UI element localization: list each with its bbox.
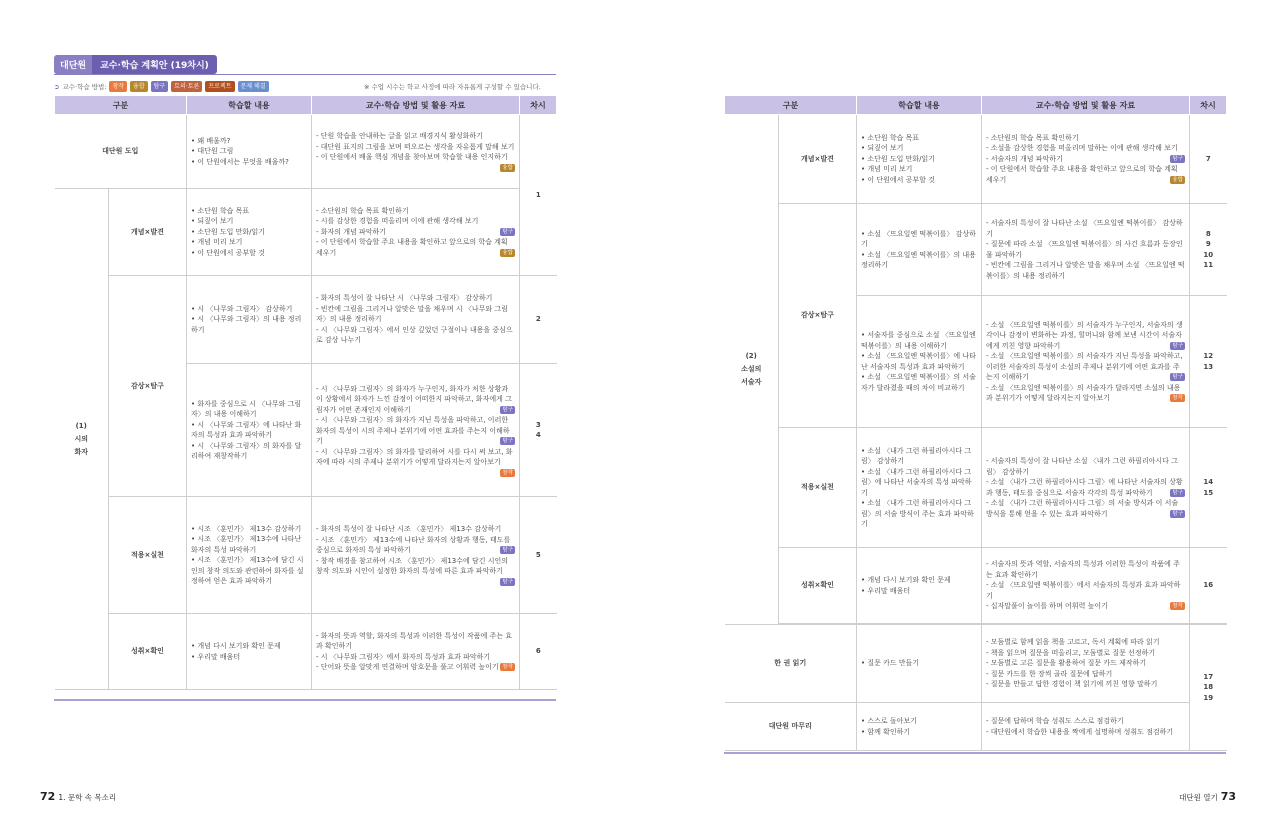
creation-tag: 창작 <box>1172 603 1183 610</box>
table-row <box>725 625 1227 703</box>
period-note: ※ 수업 시수는 학교 사정에 따라 자유롭게 구성할 수 있습니다. <box>364 83 541 91</box>
col-period: 차시 <box>520 96 557 115</box>
stage-items: • 소단원 학습 목표 • 되짚어 보기 • 소단원 도입 만화/읽기 • 개념 미리 보기 • 이 단원에서 공부할 것 <box>187 189 312 276</box>
stage-methods: - 시 〈나무와 그림자〉의 화자가 누구인지, 화자가 처한 상황과 이 상황에서 화자가 느낀 감정이 어떠한지 파악하고, 화자에게 그림자가 어떤 존재인지 이해하기 탐구 - 시 〈나무와 그림자〉의 화자가 지닌 특성을 파악하고, 이러한 화자의 특성이 시의 주제나 분위기에 어떤 효과를 주는지 이해하기 탐구 - 시 〈나무와 그림자〉의 화자를 달리하여 시를 다시 써 보고, 화자에 따라 시의 주제나 분위기가 어떻게 달라지는지 알아보기 창작 <box>312 364 520 497</box>
left-plan-table <box>54 95 557 690</box>
inquiry-tag: 탐구 <box>502 578 513 585</box>
stage-items: • 개념 다시 보기와 확인 문제 • 우리말 배움터 <box>857 548 982 624</box>
table-row <box>725 428 1227 548</box>
page-number-left: 72 <box>40 790 56 803</box>
col-content: 학습할 내용 <box>857 96 982 115</box>
table-row <box>55 189 557 276</box>
creation-tag: 창작 <box>502 469 513 476</box>
table-row <box>725 204 1227 296</box>
table-row <box>725 115 1227 204</box>
arrow-icon: ➲ <box>54 82 60 91</box>
stage-label: 개념×발견 <box>109 189 187 276</box>
intro-items: • 왜 배울까? • 대단원 그림 • 이 단원에서는 무엇을 배울까? <box>187 115 312 189</box>
table-row <box>55 497 557 614</box>
legend-tag-creation: 창작 <box>109 81 127 92</box>
period-cell: 7 <box>1190 115 1227 204</box>
stage-label: 개념×발견 <box>779 115 857 204</box>
table-bottom-rule <box>54 699 556 701</box>
legend-tag-problem: 문제 해결 <box>238 81 269 92</box>
stage-items: • 개념 다시 보기와 확인 문제 • 우리말 배움터 <box>187 614 312 690</box>
table-row <box>725 703 1227 751</box>
footer-left <box>40 790 116 803</box>
col-content: 학습할 내용 <box>187 96 312 115</box>
book-category: 한 권 읽기 <box>725 625 857 703</box>
stage-label: 성취×확인 <box>109 614 187 690</box>
stage-methods: - 서술자의 뜻과 역할, 서술자의 특성과 이러한 특성이 작품에 주는 효과 확인하기 - 소설 〈뜨요일엔 떡볶이를〉에서 서술자의 특성과 효과 파악하기 - 십자말풀이 놀이를 하며 어휘력 높이기 창작 <box>982 548 1190 624</box>
book-methods: - 모둠별로 함께 읽을 책을 고르고, 독서 계획에 따라 읽기 - 책을 읽으며 질문을 떠올리고, 모둠별로 질문 선정하기 - 모둠별로 고른 질문을 활용하여 질문 카드 제작하기 - 질문 카드를 한 장씩 골라 질문에 답하기 - 질문을 만들고 답한 경험이 책 읽기에 끼친 영향 말하기 <box>982 625 1190 703</box>
inquiry-tag: 탐구 <box>502 547 513 554</box>
inquiry-tag: 탐구 <box>1172 510 1183 517</box>
stage-label: 감상×탐구 <box>779 204 857 428</box>
wrap-methods: - 질문에 답하며 학습 성취도 스스로 점검하기 - 대단원에서 학습한 내용을 짝에게 설명하며 성취도 점검하기 <box>982 703 1190 751</box>
subunit-title: (1) 시의 화자 <box>55 189 109 690</box>
fusion-tag: 융합 <box>1172 176 1183 183</box>
stage-methods: - 화자의 특성이 잘 나타난 시조 〈훈민가〉 제13수 감상하기 - 시조 〈훈민가〉 제13수에 나타난 화자의 상황과 행동, 태도를 중심으로 화자의 특성 파악하기 탐구 - 창작 배경을 참고하여 시조 〈훈민가〉 제13수에 담긴 시인의 창작 의도와 시인이 설정한 화자의 특성에 따른 효과 파악하기 탐구 <box>312 497 520 614</box>
plan-header <box>54 54 217 74</box>
method-legend <box>54 81 269 92</box>
col-period: 차시 <box>1190 96 1227 115</box>
stage-label: 적용×실천 <box>779 428 857 548</box>
col-method: 교수·학습 방법 및 활용 자료 <box>982 96 1190 115</box>
inquiry-tag: 탐구 <box>502 406 513 413</box>
wrap-category: 대단원 마무리 <box>725 703 857 751</box>
inquiry-tag: 탐구 <box>1172 489 1183 496</box>
stage-items: • 시조 〈훈민가〉 제13수 감상하기 • 시조 〈훈민가〉 제13수에 나타난 화자의 특성 파악하기 • 시조 〈훈민가〉 제13수에 담긴 시인의 창작 의도와 관련하여 화자를 설정하여 얻은 효과 파악하기 <box>187 497 312 614</box>
table-header-row <box>725 96 1227 115</box>
inquiry-tag: 탐구 <box>1172 342 1183 349</box>
fusion-tag: 융합 <box>502 164 513 171</box>
period-cell: 17 18 19 <box>1190 625 1227 751</box>
right-plan-table <box>724 95 1227 751</box>
stage-methods: - 서술자의 특성이 잘 나타난 소설 〈내가 그런 하필리아시다 그림〉 감상하기 - 소설 〈내가 그런 하필리아시다 그림〉에 나타난 서술자의 상황과 행동, 태도를 중심으로 서술자 각각의 특성 파악하기 탐구 - 소설 〈내가 그런 하필리아시다 그림〉의 서술 방식과 이 서술 방식을 통해 얻을 수 있는 효과 파악하기 탐구 <box>982 428 1190 548</box>
table-row <box>55 115 557 189</box>
inquiry-tag: 탐구 <box>502 228 513 235</box>
legend-label: 교수·학습 방법: <box>62 83 107 91</box>
period-cell: 16 <box>1190 548 1227 624</box>
inquiry-tag: 탐구 <box>502 438 513 444</box>
intro-methods: - 단원 학습을 안내하는 글을 읽고 배경지식 활성화하기 - 대단원 표지의 그림을 보며 떠오르는 생각을 자유롭게 말해 보기 - 이 단원에서 배울 핵심 개념을 찾아보며 학습할 내용 인지하기 융합 <box>312 115 520 189</box>
book-items: • 질문 카드 만들기 <box>857 625 982 703</box>
table-bottom-rule <box>724 752 1226 754</box>
period-cell: 14 15 <box>1190 428 1227 548</box>
stage-methods: - 화자의 뜻과 역할, 화자의 특성과 이러한 특성이 작품에 주는 효과 확인하기 - 시 〈나무와 그림자〉에서 화자의 특성과 효과 파악하기 - 단어와 뜻을 알맞게 연결하며 암호문을 풀고 어휘력 높이기 창작 <box>312 614 520 690</box>
period-cell: 12 13 <box>1190 296 1227 428</box>
period-cell: 1 <box>520 115 557 276</box>
stage-items: • 소설 〈내가 그런 하필리아시다 그림〉 감상하기 • 소설 〈내가 그런 하필리아시다 그림〉에 나타난 서술자의 특성 파악하기 • 소설 〈내가 그런 하필리아시다 그림〉의 서술 방식이 주는 효과 파악하기 <box>857 428 982 548</box>
fusion-tag: 융합 <box>502 249 513 256</box>
period-cell: 6 <box>520 614 557 690</box>
legend-tag-discussion: 토의·토론 <box>171 81 202 92</box>
header-divider <box>54 74 556 75</box>
page-number-right: 73 <box>1220 790 1236 803</box>
legend-tag-inquiry: 탐구 <box>151 81 169 92</box>
col-method: 교수·학습 방법 및 활용 자료 <box>312 96 520 115</box>
footer-left-text: 1. 문학 속 목소리 <box>58 793 117 802</box>
stage-items: • 서술자를 중심으로 소설 〈뜨요일엔 떡볶이를〉의 내용 이해하기 • 소설 〈뜨요일엔 떡볶이를〉에 나타난 서술자의 특성과 효과 파악하기 • 소설 〈뜨요일엔 떡볶이를〉의 서술자가 달라졌을 때의 차이 비교하기 <box>857 296 982 428</box>
stage-label: 감상×탐구 <box>109 276 187 497</box>
creation-tag: 창작 <box>1172 395 1183 401</box>
period-cell: 3 4 <box>520 364 557 497</box>
table-row <box>55 614 557 690</box>
stage-methods: - 서술자의 특성이 잘 나타난 소설 〈뜨요일엔 떡볶이를〉 감상하기 - 질문에 따라 소설 〈뜨요일엔 떡볶이를〉의 사건 흐름과 등장인물 파악하기 - 빈칸에 그림을 그리거나 알맞은 말을 채우며 소설 〈뜨요일엔 떡볶이를〉의 내용 정리하기 <box>982 204 1190 296</box>
stage-items: • 화자를 중심으로 시 〈나무와 그림자〉의 내용 이해하기 • 시 〈나무와 그림자〉에 나타난 화자의 특성과 효과 파악하기 • 시 〈나무와 그림자〉의 화자를 달리하여 재창작하기 <box>187 364 312 497</box>
table-row <box>55 276 557 364</box>
stage-label: 적용×실천 <box>109 497 187 614</box>
inquiry-tag: 탐구 <box>1172 374 1183 380</box>
stage-methods: - 소단원의 학습 목표 확인하기 - 시를 감상한 경험을 떠올리며 이에 관해 생각해 보기 - 화자의 개념 파악하기 탐구 - 이 단원에서 학습할 주요 내용을 확인하고 앞으로의 학습 계획 세우기 융합 <box>312 189 520 276</box>
stage-methods: - 소단원의 학습 목표 확인하기 - 소설을 감상한 경험을 떠올리며 말하는 이에 관해 생각해 보기 - 서술자의 개념 파악하기 탐구 - 이 단원에서 학습할 주요 내용을 확인하고 앞으로의 학습 계획 세우기 융합 <box>982 115 1190 204</box>
period-cell: 8 9 10 11 <box>1190 204 1227 296</box>
stage-items: • 시 〈나무와 그림자〉 감상하기 • 시 〈나무와 그림자〉의 내용 정리하기 <box>187 276 312 364</box>
stage-methods: - 소설 〈뜨요일엔 떡볶이를〉의 서술자가 누구인지, 서술자의 생각이나 감정이 변화하는 과정, 힐머니와 함께 보낸 시간이 서술자에게 끼친 영향 파악하기 탐구 - 소설 〈뜨요일엔 떡볶이를〉의 서술자가 지닌 특성을 파악하고, 이러한 서술자의 특성이 소설의 주제나 분위기에 어떤 효과를 주는지 이해하기 탐구 - 소설 〈뜨요일엔 떡볶이를〉의 서술자가 달라지면 소설의 내용과 분위기가 어떻게 달라지는지 알아보기 창작 <box>982 296 1190 428</box>
period-cell: 2 <box>520 276 557 364</box>
unit-badge: 대단원 <box>54 55 92 74</box>
intro-category: 대단원 도입 <box>55 115 187 189</box>
plan-title: 교수·학습 계획안 (19차시) <box>92 55 217 74</box>
wrap-items: • 스스로 돌아보기 • 함께 확인하기 <box>857 703 982 751</box>
period-cell: 5 <box>520 497 557 614</box>
stage-methods: - 화자의 특성이 잘 나타난 시 〈나무와 그림자〉 감상하기 - 빈칸에 그림을 그리거나 알맞은 말을 채우며 시 〈나무와 그림자〉의 내용 정리하기 - 시 〈나무와 그림자〉에서 인상 깊었던 구절이나 내용을 중심으로 감상 나누기 <box>312 276 520 364</box>
legend-tag-project: 프로젝트 <box>205 81 234 92</box>
stage-items: • 소단원 학습 목표 • 되짚어 보기 • 소단원 도입 만화/읽기 • 개념 미리 보기 • 이 단원에서 공부할 것 <box>857 115 982 204</box>
footer-right <box>1179 790 1236 803</box>
col-category: 구분 <box>55 96 187 115</box>
creation-tag: 창작 <box>502 664 513 670</box>
table-row <box>725 548 1227 624</box>
inquiry-tag: 탐구 <box>1172 155 1183 162</box>
subunit-title: (2) 소설의 서술자 <box>725 115 779 625</box>
stage-items: • 소설 〈뜨요일엔 떡볶이를〉 감상하기 • 소설 〈뜨요일엔 떡볶이를〉의 내용 정리하기 <box>857 204 982 296</box>
table-header-row <box>55 96 557 115</box>
col-category: 구분 <box>725 96 857 115</box>
stage-label: 성취×확인 <box>779 548 857 624</box>
footer-right-text: 대단원 열기 <box>1179 793 1218 802</box>
legend-tag-fusion: 융합 <box>130 81 148 92</box>
